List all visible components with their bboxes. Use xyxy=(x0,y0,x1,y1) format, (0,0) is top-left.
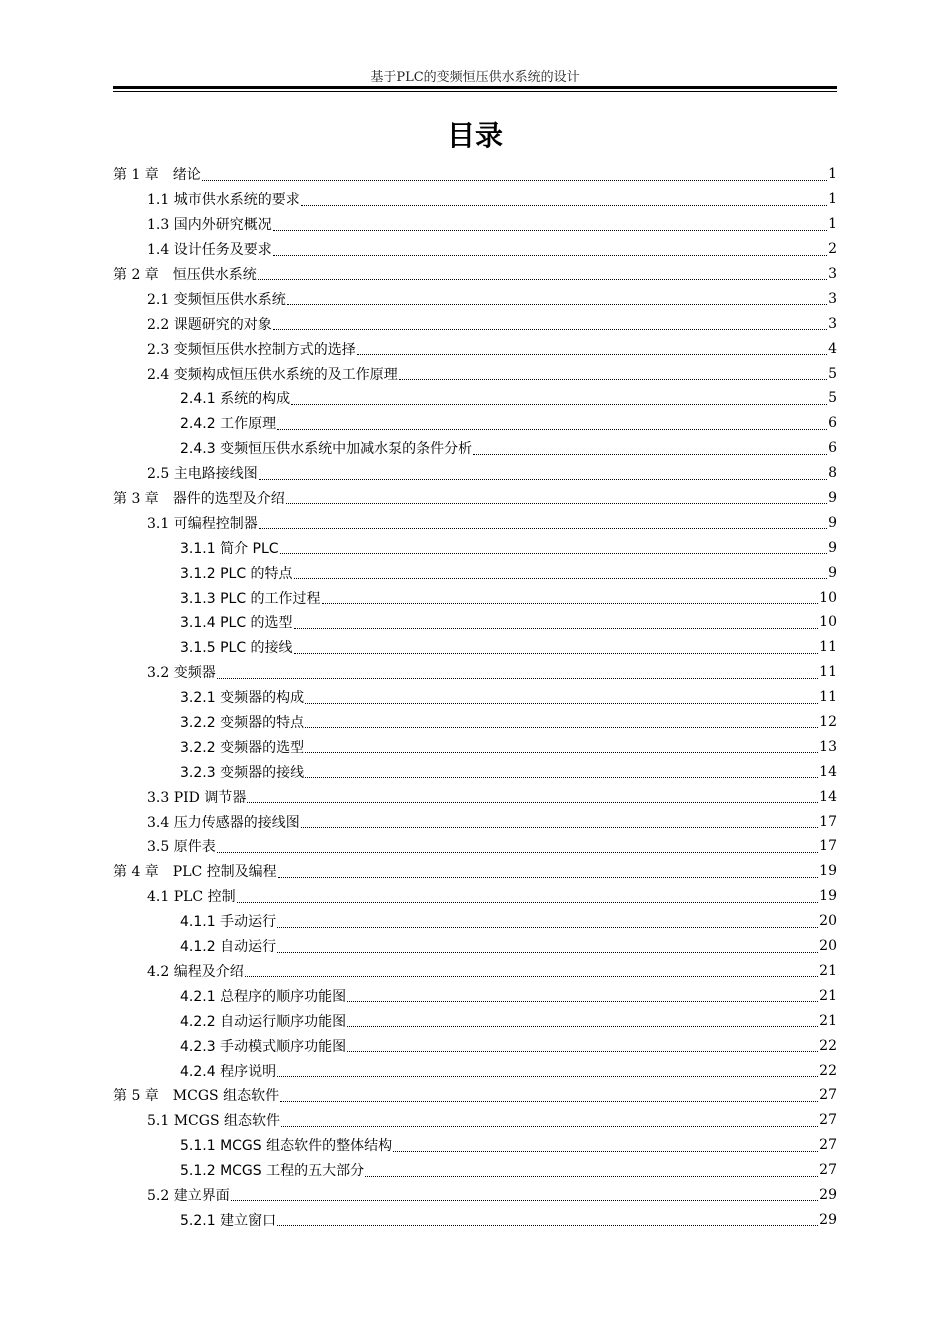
toc-leader-dots xyxy=(278,876,818,878)
toc-entry-label: 3.1.3 PLC 的工作过程 xyxy=(180,590,321,607)
toc-entry[interactable] xyxy=(113,983,837,1008)
toc-entry-label: 第 4 章 PLC 控制及编程 xyxy=(113,864,277,881)
toc-entry[interactable] xyxy=(113,859,837,884)
toc-leader-dots xyxy=(259,527,827,529)
toc-entry-page: 29 xyxy=(819,1211,837,1228)
toc-leader-dots xyxy=(231,1199,818,1201)
toc-entry-label: 第 3 章 器件的选型及介绍 xyxy=(113,491,285,508)
toc-entry-page: 22 xyxy=(819,1062,837,1079)
toc-entry-page: 14 xyxy=(819,788,837,805)
toc-entry-label: 第 5 章 MCGS 组态软件 xyxy=(113,1088,280,1105)
toc-entry-page: 3 xyxy=(828,266,837,282)
toc-entry-label: 3.4 压力传感器的接线图 xyxy=(147,814,300,831)
toc-entry-page: 21 xyxy=(819,962,837,979)
toc-leader-dots xyxy=(305,702,818,704)
toc-entry-page: 8 xyxy=(828,465,837,482)
toc-entry-page: 20 xyxy=(819,913,837,930)
toc-leader-dots xyxy=(277,1224,818,1226)
toc-entry-page: 11 xyxy=(819,664,837,681)
toc-leader-dots xyxy=(273,229,827,231)
toc-entry-page: 17 xyxy=(819,838,837,855)
toc-entry[interactable] xyxy=(113,884,837,909)
toc-entry-page: 4 xyxy=(828,340,837,357)
toc-entry[interactable] xyxy=(113,336,837,361)
toc-entry-label: 3.2.1 变频器的构成 xyxy=(180,690,305,707)
toc-entry-page: 10 xyxy=(819,589,837,606)
toc-entry-page: 21 xyxy=(819,987,837,1004)
toc-entry-page: 9 xyxy=(828,564,837,581)
toc-entry[interactable] xyxy=(113,834,837,859)
toc-entry-label: 4.2 编程及介绍 xyxy=(147,963,244,980)
toc-entry[interactable] xyxy=(113,162,837,187)
toc-entry[interactable] xyxy=(113,809,837,834)
toc-entry[interactable] xyxy=(113,1058,837,1083)
toc-leader-dots xyxy=(294,577,828,579)
toc-entry-page: 14 xyxy=(819,763,837,780)
toc-entry-label: 1.4 设计任务及要求 xyxy=(147,242,272,259)
toc-leader-dots xyxy=(273,328,827,330)
toc-entry-label: 4.2.4 程序说明 xyxy=(180,1063,277,1080)
toc-entry-label: 5.1 MCGS 组态软件 xyxy=(147,1113,280,1130)
toc-leader-dots xyxy=(357,353,827,355)
toc-entry[interactable] xyxy=(113,510,837,535)
toc-entry-label: 3.1.2 PLC 的特点 xyxy=(180,565,293,582)
toc-entry-page: 1 xyxy=(828,191,837,208)
toc-entry[interactable] xyxy=(113,1207,837,1232)
page-title: 目录 xyxy=(446,119,503,152)
toc-leader-dots xyxy=(294,652,819,654)
toc-entry-label: 2.1 变频恒压供水系统 xyxy=(147,291,286,308)
toc-leader-dots xyxy=(286,502,827,504)
toc-entry[interactable] xyxy=(113,560,837,585)
header-rule-thin xyxy=(113,91,837,92)
toc-entry[interactable] xyxy=(113,959,837,984)
toc-entry-page: 29 xyxy=(819,1186,837,1203)
toc-entry-label: 2.5 主电路接线图 xyxy=(147,466,258,483)
toc-leader-dots xyxy=(291,403,827,405)
toc-entry-label: 3.1.5 PLC 的接线 xyxy=(180,640,293,657)
toc-entry[interactable] xyxy=(113,436,837,461)
toc-leader-dots xyxy=(277,1075,818,1077)
toc-entry-label: 3.1.1 简介 PLC xyxy=(180,540,279,557)
toc-leader-dots xyxy=(365,1175,818,1177)
toc-entry-label: 2.2 课题研究的对象 xyxy=(147,316,272,333)
toc-leader-dots xyxy=(247,801,818,803)
toc-entry-label: 5.1.1 MCGS 组态软件的整体结构 xyxy=(180,1138,393,1155)
toc-entry[interactable] xyxy=(113,461,837,486)
toc-entry[interactable] xyxy=(113,1158,837,1183)
toc-entry-page: 9 xyxy=(828,514,837,531)
toc-entry-label: 2.3 变频恒压供水控制方式的选择 xyxy=(147,341,356,358)
toc-entry-page: 6 xyxy=(828,440,837,457)
toc-entry-label: 4.1 PLC 控制 xyxy=(147,889,236,906)
toc-entry-label: 3.1.4 PLC 的选型 xyxy=(180,615,293,632)
toc-leader-dots xyxy=(280,1100,818,1102)
toc-entry[interactable] xyxy=(113,710,837,735)
toc-entry-label: 第 2 章 恒压供水系统 xyxy=(113,267,257,283)
toc-entry[interactable] xyxy=(113,759,837,784)
toc-entry-page: 17 xyxy=(819,813,837,830)
toc-leader-dots xyxy=(347,1025,818,1027)
toc-entry[interactable] xyxy=(113,237,837,262)
toc-entry-page: 11 xyxy=(819,689,837,706)
toc-entry[interactable] xyxy=(113,212,837,237)
toc-entry-page: 12 xyxy=(819,714,837,731)
toc-leader-dots xyxy=(277,951,818,953)
toc-entry-label: 1.3 国内外研究概况 xyxy=(147,217,272,234)
toc-entry-label: 5.1.2 MCGS 工程的五大部分 xyxy=(180,1163,365,1180)
toc-entry-page: 1 xyxy=(828,166,837,183)
header-rule-thick xyxy=(113,86,837,89)
toc-entry[interactable] xyxy=(113,934,837,959)
toc-leader-dots xyxy=(259,478,827,480)
toc-entry-page: 1 xyxy=(828,216,837,233)
toc-entry[interactable] xyxy=(113,635,837,660)
toc-leader-dots xyxy=(281,1125,818,1127)
toc-entry-page: 6 xyxy=(828,415,837,432)
toc-entry[interactable] xyxy=(113,386,837,411)
toc-leader-dots xyxy=(301,204,827,206)
toc-entry-page: 27 xyxy=(819,1087,837,1104)
toc-leader-dots xyxy=(277,428,827,430)
toc-entry-label: 4.2.2 自动运行顺序功能图 xyxy=(180,1013,347,1030)
toc-leader-dots xyxy=(280,552,828,554)
toc-leader-dots xyxy=(305,726,818,728)
toc-entry-page: 5 xyxy=(828,365,837,382)
toc-entry[interactable] xyxy=(113,187,837,212)
toc-entry-page: 9 xyxy=(828,490,837,507)
toc-entry-label: 3.3 PID 调节器 xyxy=(147,789,247,806)
toc-leader-dots xyxy=(258,278,827,280)
toc-entry-label: 5.2 建立界面 xyxy=(147,1187,230,1204)
toc-entry-label: 3.5 原件表 xyxy=(147,839,216,856)
toc-entry-label: 2.4.2 工作原理 xyxy=(180,416,277,433)
toc-entry-label: 4.2.3 手动模式顺序功能图 xyxy=(180,1038,347,1055)
toc-entry[interactable] xyxy=(113,1008,837,1033)
toc-entry[interactable] xyxy=(113,286,837,311)
toc-leader-dots xyxy=(347,1000,818,1002)
toc-entry-label: 5.2.1 建立窗口 xyxy=(180,1212,277,1229)
toc-leader-dots xyxy=(245,975,818,977)
toc-entry[interactable] xyxy=(113,585,837,610)
toc-leader-dots xyxy=(277,926,818,928)
toc-entry[interactable] xyxy=(113,361,837,386)
toc-entry-label: 3.1 可编程控制器 xyxy=(147,515,258,532)
toc-leader-dots xyxy=(399,378,827,380)
toc-leader-dots xyxy=(347,1050,818,1052)
toc-leader-dots xyxy=(301,826,818,828)
toc-entry-page: 19 xyxy=(819,863,837,880)
toc-leader-dots xyxy=(217,677,818,679)
toc-entry-label: 1.1 城市供水系统的要求 xyxy=(147,192,300,209)
toc-entry[interactable] xyxy=(113,1033,837,1058)
toc-entry-page: 5 xyxy=(828,390,837,407)
toc-leader-dots xyxy=(393,1150,818,1152)
toc-entry-page: 13 xyxy=(819,738,837,755)
toc-entry-page: 11 xyxy=(819,639,837,656)
toc-entry-page: 27 xyxy=(819,1137,837,1154)
toc-entry-label: 4.2.1 总程序的顺序功能图 xyxy=(180,988,347,1005)
toc-entry[interactable] xyxy=(113,1083,837,1108)
toc-entry-page: 10 xyxy=(819,614,837,631)
toc-entry-label: 3.2.2 变频器的特点 xyxy=(180,715,305,732)
toc-entry-page: 3 xyxy=(828,315,837,332)
toc-entry-page: 20 xyxy=(819,938,837,955)
toc-entry-page: 19 xyxy=(819,888,837,905)
toc-entry-page: 21 xyxy=(819,1012,837,1029)
toc-entry-label: 2.4.3 变频恒压供水系统中加减水泵的条件分析 xyxy=(180,441,473,458)
toc-entry[interactable] xyxy=(113,411,837,436)
toc-entry[interactable] xyxy=(113,784,837,809)
toc-entry-label: 2.4.1 系统的构成 xyxy=(180,391,291,408)
toc-entry-page: 2 xyxy=(828,241,837,258)
toc-entry-page: 27 xyxy=(819,1112,837,1129)
toc-entry[interactable] xyxy=(113,486,837,511)
toc-leader-dots xyxy=(237,901,819,903)
toc-entry-label: 第 1 章 绪论 xyxy=(113,167,201,184)
toc-entry[interactable] xyxy=(113,535,837,560)
toc-entry[interactable] xyxy=(113,909,837,934)
toc-entry-label: 2.4 变频构成恒压供水系统的及工作原理 xyxy=(147,366,398,383)
toc-entry[interactable] xyxy=(113,1108,837,1133)
toc-entry[interactable] xyxy=(113,262,837,287)
toc-entry[interactable] xyxy=(113,734,837,759)
toc-leader-dots xyxy=(217,851,818,853)
toc-entry-page: 22 xyxy=(819,1037,837,1054)
toc-entry-label: 3.2 变频器 xyxy=(147,665,216,682)
toc-entry-label: 3.2.3 变频器的接线 xyxy=(180,764,305,781)
running-header: 基于PLC的变频恒压供水系统的设计 xyxy=(370,70,580,85)
toc-leader-dots xyxy=(273,254,827,256)
toc-entry[interactable] xyxy=(113,1133,837,1158)
toc-entry-label: 3.2.2 变频器的选型 xyxy=(180,739,305,756)
toc-entry-label: 4.1.1 手动运行 xyxy=(180,914,277,931)
toc-leader-dots xyxy=(287,303,827,305)
toc-entry[interactable] xyxy=(113,311,837,336)
toc-entry[interactable] xyxy=(113,685,837,710)
toc-entry-page: 3 xyxy=(828,290,837,307)
toc-entry[interactable] xyxy=(113,1183,837,1208)
toc-entry[interactable] xyxy=(113,610,837,635)
toc-leader-dots xyxy=(473,453,827,455)
toc-leader-dots xyxy=(322,602,819,604)
toc-leader-dots xyxy=(305,751,818,753)
toc-entry-page: 27 xyxy=(819,1162,837,1179)
toc-leader-dots xyxy=(294,627,819,629)
toc-entry-label: 4.1.2 自动运行 xyxy=(180,939,277,956)
toc-leader-dots xyxy=(305,776,818,778)
toc-entry[interactable] xyxy=(113,660,837,685)
toc-leader-dots xyxy=(202,179,827,181)
table-of-contents xyxy=(113,162,837,1232)
toc-entry-page: 9 xyxy=(828,539,837,556)
